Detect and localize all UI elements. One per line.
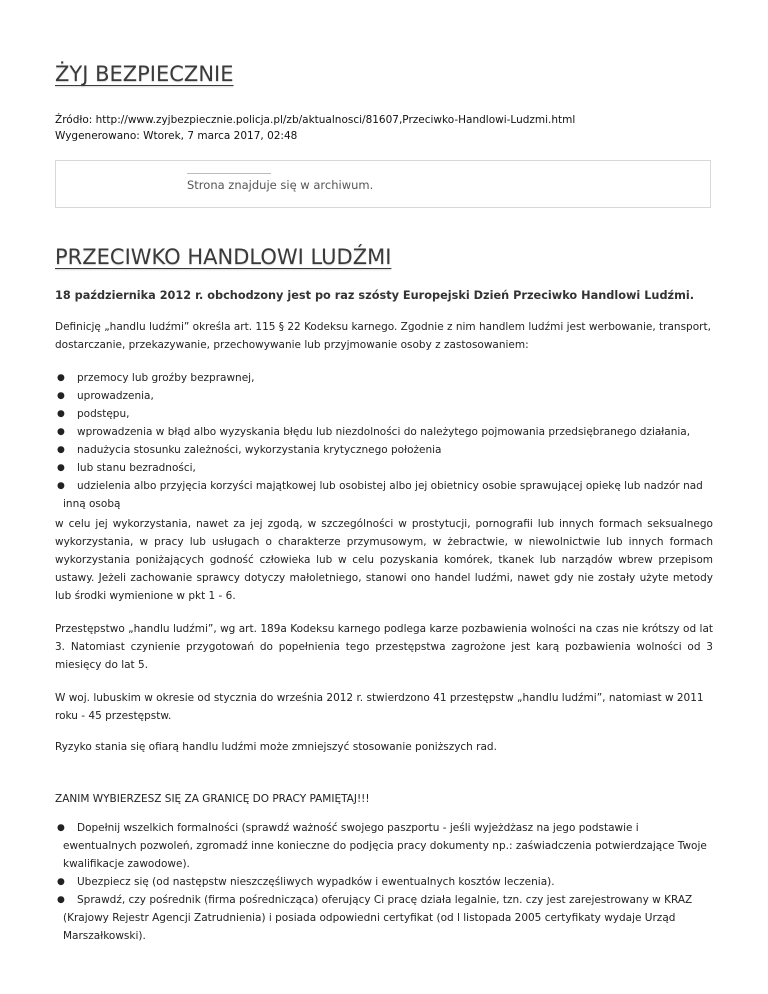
archive-message: Strona znajduje się w archiwum. — [187, 178, 374, 192]
risk-paragraph: Ryzyko stania się ofiarą handlu ludźmi może zmniejszyć stosowanie poniższych rad. — [55, 741, 497, 753]
list-item: ● podstępu, — [55, 405, 715, 423]
list-item: ● lub stanu bezradności, — [55, 459, 715, 477]
meta-info — [55, 112, 575, 144]
bullet-icon: ● — [57, 463, 65, 473]
advice-list — [55, 819, 715, 945]
site-title[interactable]: ŻYJ BEZPIECZNIE — [55, 62, 234, 86]
list-item: ● Sprawdź, czy pośrednik (firma pośrednicząca) oferujący Ci pracę działa legalnie, tzn. czy jest zarejestrowany w KRAZ (Krajowy Rejestr Agencji Zatrudnienia) i posiada odpowiedni certyfikat (od l listopada 2005 certyfikaty wydaje Urząd Marszałkowski). — [55, 891, 715, 945]
bullet-icon: ● — [57, 895, 65, 905]
bullet-icon: ● — [57, 823, 65, 833]
list-item: ● Dopełnij wszelkich formalności (sprawdź ważność swojego paszportu - jeśli wyjeżdżasz na jego podstawie i ewentualnych pozwoleń, zgromadź inne konieczne do podjęcia pracy dokumenty np.: zaświadczenia potwierdzające Twoje kwalifikacje zawodowe). — [55, 819, 715, 873]
bullet-icon: ● — [57, 409, 65, 419]
article-lead: 18 października 2012 r. obchodzony jest po raz szósty Europejski Dzień Przeciwko Handlowi Ludźmi. — [55, 289, 695, 302]
bullet-icon: ● — [57, 427, 65, 437]
source-url: Źródło: http://www.zyjbezpiecznie.policja.pl/zb/aktualnosci/81607,Przeciwko-Handlowi-Ludzmi.html — [55, 114, 576, 126]
generated-date: Wygenerowano: Wtorek, 7 marca 2017, 02:48 — [55, 130, 298, 142]
penalty-paragraph: Przestępstwo „handlu ludźmi”, wg art. 189a Kodeksu karnego podlega karze pozbawienia wolności na czas nie krótszy od lat 3. Natomiast czynienie przygotowań do popełnienia tego przestępstwa zagrożone jest karą pozbawienia wolności od 3 miesięcy do lat 5. — [55, 623, 713, 671]
bullet-icon: ● — [57, 877, 65, 887]
advice-heading: ZANIM WYBIERZESZ SIĘ ZA GRANICĘ DO PRACY PAMIĘTAJ!!! — [55, 793, 370, 805]
bullet-icon: ● — [57, 373, 65, 383]
bullet-icon: ● — [57, 445, 65, 455]
means-list — [55, 369, 715, 513]
list-item: ● uprowadzenia, — [55, 387, 715, 405]
bullet-icon: ● — [57, 391, 65, 401]
list-item: ● udzielenia albo przyjęcia korzyści majątkowej lub osobistej albo jej obietnicy osobie sprawującej opiekę lub nadzór nad inną osobą — [55, 477, 715, 513]
purpose-paragraph: w celu jej wykorzystania, nawet za jej zgodą, w szczególności w prostytucji, pornografii lub innych formach seksualnego wykorzystania, w pracy lub usługach o charakterze przymusowym, w żebractwie, w niewolnictwie lub innych formach wykorzystania poniżających godność człowieka lub w celu pozyskania komórek, tkanek lub narządów wbrew przepisom ustawy. Jeżeli zachowanie sprawcy dotyczy małoletniego, stanowi ono handel ludźmi, nawet gdy nie zostały użyte metody lub środki wymienione w pkt 1 - 6. — [55, 518, 713, 602]
list-item: ● Ubezpiecz się (od następstw nieszczęśliwych wypadków i ewentualnych kosztów leczenia). — [55, 873, 715, 891]
list-item: ● nadużycia stosunku zależności, wykorzystania krytycznego położenia — [55, 441, 715, 459]
statistics-paragraph: W woj. lubuskim w okresie od stycznia do września 2012 r. stwierdzono 41 przestępstw „handlu ludźmi”, natomiast w 2011 roku - 45 przestępstw. — [55, 692, 704, 722]
definition-paragraph: Definicję „handlu ludźmi” określa art. 115 § 22 Kodeksu karnego. Zgodnie z nim handlem ludźmi jest werbowanie, transport, dostarczanie, przekazywanie, przechowywanie lub przyjmowanie osoby z zastosowaniem: — [55, 321, 711, 351]
article-title[interactable]: PRZECIWKO HANDLOWI LUDŹMI — [55, 245, 392, 269]
list-item: ● przemocy lub groźby bezprawnej, — [55, 369, 715, 387]
bullet-icon: ● — [57, 481, 65, 491]
list-item: ● wprowadzenia w błąd albo wyzyskania błędu lub niezdolności do należytego pojmowania przedsiębranego działania, — [55, 423, 715, 441]
archive-divider — [187, 173, 271, 174]
archive-notice — [55, 160, 711, 208]
